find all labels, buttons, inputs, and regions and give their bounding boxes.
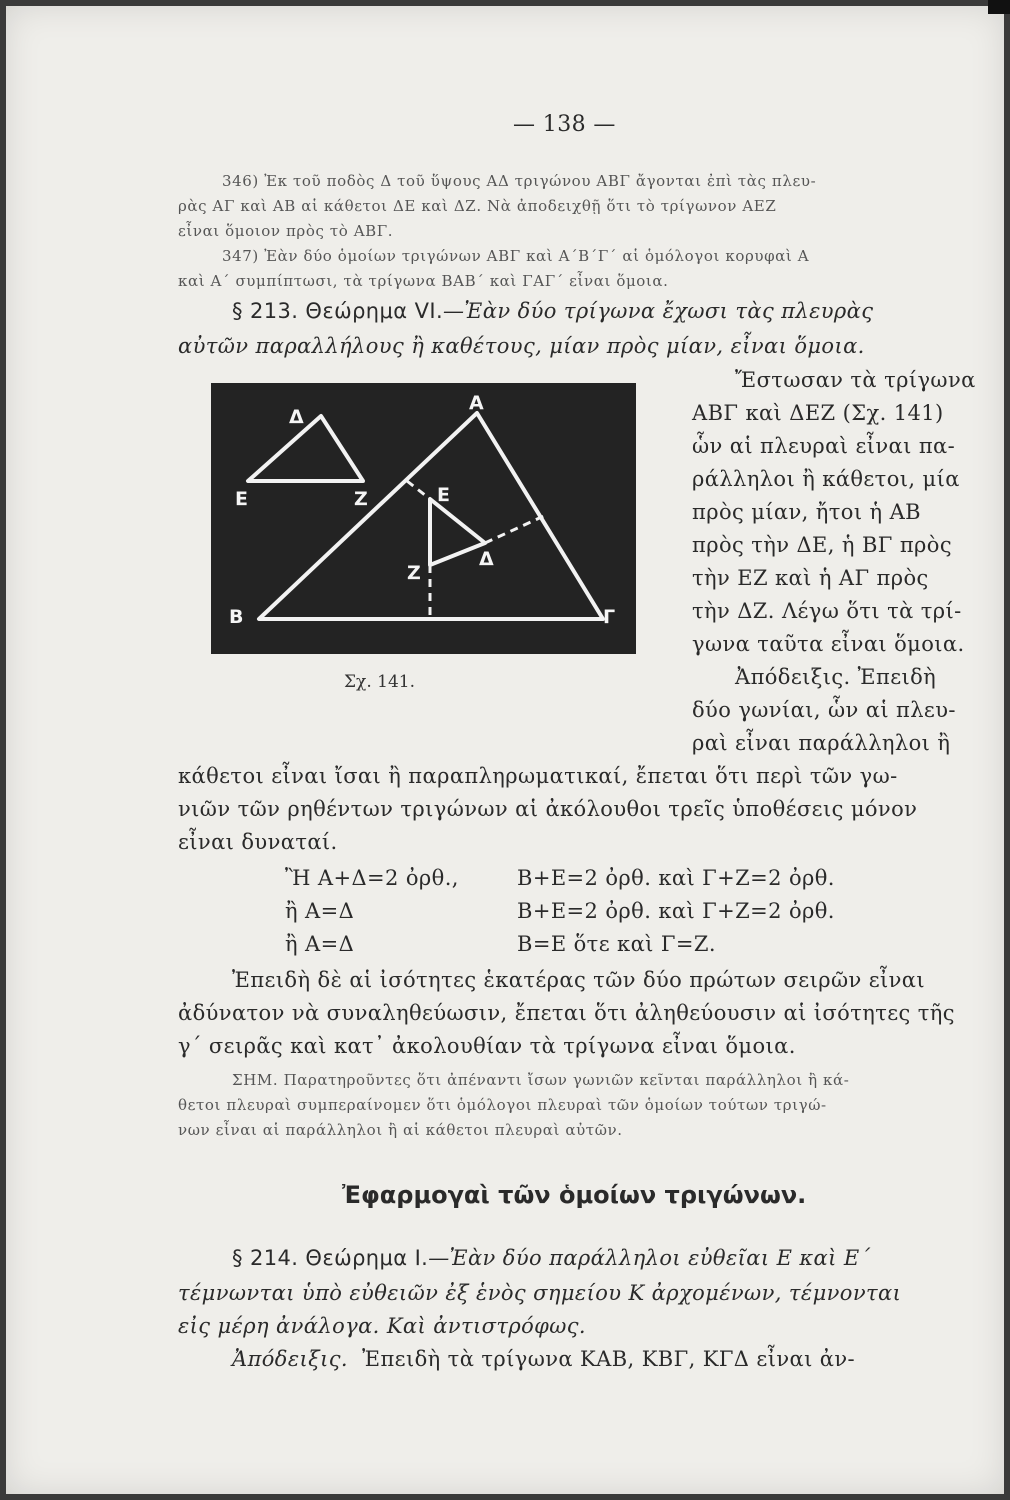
theorem-1-statement-line-2: τέμνωνται ὑπὸ εὐθειῶν ἐξ ἑνὸς σημείου Κ ἀρχομένων, τέμνονται — [178, 1281, 902, 1305]
exercise-347-line-1: 347) Ἐὰν δύο ὁμοίων τριγώνων ΑΒΓ καὶ Α΄Β΄Γ΄ αἱ ὁμόλογοι κορυφαὶ Α — [222, 247, 810, 265]
note-line: ΣΗΜ. Παρατηροῦντες ὅτι ἀπέναντι ἴσων γωνιῶν κεῖνται παράλληλοι ἢ κά- — [232, 1071, 850, 1089]
theorem-1-statement-start: —Ἐὰν δύο παράλληλοι εὐθεῖαι Ε καὶ Ε΄ — [428, 1246, 871, 1270]
theorem-6-heading: § 213. Θεώρημα VI. — [232, 299, 444, 323]
body-line: εἶναι δυναταί. — [178, 830, 338, 854]
side-text-line: ραὶ εἶναι παράλληλοι ἢ — [692, 731, 951, 755]
side-text-line: ὧν αἱ πλευραὶ εἶναι πα- — [692, 434, 956, 458]
case-2-left: ἢ Α=Δ — [285, 899, 355, 923]
label-beta: Β — [229, 606, 244, 628]
case-2-right: Β+Ε=2 ὀρθ. καὶ Γ+Ζ=2 ὀρθ. — [517, 899, 835, 923]
figure-caption: Σχ. 141. — [344, 672, 415, 692]
theorem-1-statement-line-1 — [232, 1246, 870, 1270]
side-text-line: δύο γωνίαι, ὧν αἱ πλευ- — [692, 698, 956, 722]
dashed-perpendicular-AB — [407, 481, 430, 499]
body-line: κάθετοι εἶναι ἴσαι ἢ παραπληρωματικαί, ἔπεται ὅτι περὶ τῶν γω- — [178, 764, 898, 788]
label-epsilon-small: Ε — [235, 488, 248, 510]
scan-corner-mark — [988, 0, 1010, 14]
theorem-6-statement-line-2: αὐτῶν παραλλήλους ἢ καθέτους, μίαν πρὸς μίαν, εἶναι ὅμοια. — [178, 334, 865, 358]
note-line: θετοι πλευραὶ συμπεραίνομεν ὅτι ὁμόλογοι πλευραὶ τῶν ὁμοίων τούτων τριγώ- — [178, 1096, 827, 1114]
exercise-346-line-3: εἶναι ὅμοιον πρὸς τὸ ΑΒΓ. — [178, 222, 394, 240]
exercise-346-line-1: 346) Ἐκ τοῦ ποδὸς Δ τοῦ ὕψους ΑΔ τριγώνου ΑΒΓ ἄγονται ἐπὶ τὰς πλευ- — [222, 172, 817, 190]
body-line: γ΄ σειρᾶς καὶ κατ᾽ ἀκολουθίαν τὰ τρίγωνα εἶναι ὅμοια. — [178, 1034, 796, 1058]
triangle-DEZ — [248, 416, 363, 481]
side-text-line: πρὸς μίαν, ἤτοι ἡ ΑΒ — [692, 500, 922, 524]
exercise-347-line-2: καὶ Α΄ συμπίπτωσι, τὰ τρίγωνα ΒΑΒ΄ καὶ ΓΑΓ΄ εἶναι ὅμοια. — [178, 272, 669, 290]
label-alpha: Α — [469, 392, 484, 414]
side-text-line: ράλληλοι ἢ κάθετοι, μία — [692, 467, 960, 491]
case-1-left: Ἢ Α+Δ=2 ὀρθ., — [285, 866, 459, 890]
label-zeta-inner: Ζ — [407, 562, 421, 584]
label-delta-inner: Δ — [479, 548, 494, 570]
label-gamma: Γ — [603, 606, 616, 628]
case-3-right: Β=Ε ὅτε καὶ Γ=Ζ. — [517, 932, 716, 956]
label-epsilon-inner: Ε — [437, 484, 450, 506]
case-1-right: Β+Ε=2 ὀρθ. καὶ Γ+Ζ=2 ὀρθ. — [517, 866, 835, 890]
side-text-line: Ἔστωσαν τὰ τρίγωνα — [735, 368, 976, 392]
label-zeta-small: Ζ — [354, 488, 368, 510]
theorem-1-heading: § 214. Θεώρημα Ι. — [232, 1246, 429, 1270]
theorem-6-statement-start: —Ἐὰν δύο τρίγωνα ἔχωσι τὰς πλευρὰς — [443, 299, 874, 323]
body-line: Ἐπειδὴ δὲ αἱ ἰσότητες ἑκατέρας τῶν δύο πρώτων σειρῶν εἶναι — [232, 968, 926, 992]
exercise-346-line-2: ρὰς ΑΓ καὶ ΑΒ αἱ κάθετοι ΔΕ καὶ ΔΖ. Νὰ ἀποδειχθῇ ὅτι τὸ τρίγωνον ΑΕΖ — [178, 197, 777, 215]
side-text-line: τὴν ΕΖ καὶ ἡ ΑΓ πρὸς — [692, 566, 929, 590]
body-line: ἀδύνατον νὰ συναληθεύωσιν, ἔπεται ὅτι ἀληθεύουσιν αἱ ἰσότητες τῆς — [178, 1001, 955, 1025]
side-text-line: τὴν ΔΖ. Λέγω ὅτι τὰ τρί- — [692, 599, 962, 623]
note-line: νων εἶναι αἱ παράλληλοι ἢ αἱ κάθετοι πλευραὶ αὐτῶν. — [178, 1121, 623, 1139]
page-number: — 138 — — [513, 112, 616, 137]
side-text-line: ΑΒΓ καὶ ΔΕΖ (Σχ. 141) — [692, 401, 944, 425]
dashed-perpendicular-AG — [485, 515, 546, 543]
figure-141 — [211, 383, 636, 654]
section-title: Ἐφαρμογαὶ τῶν ὁμοίων τριγώνων. — [342, 1181, 807, 1209]
side-text-line: γωνα ταῦτα εἶναι ὅμοια. — [692, 632, 965, 656]
proof-label: Ἀπόδειξις. — [232, 1347, 348, 1371]
figure-141-drawing — [211, 383, 636, 654]
label-delta-small: Δ — [289, 406, 304, 428]
theorem-1-statement-line-3: εἰς μέρη ἀνάλογα. Καὶ ἀντιστρόφως. — [178, 1314, 587, 1338]
case-3-left: ἢ Α=Δ — [285, 932, 355, 956]
proof-text: Ἐπειδὴ τὰ τρίγωνα ΚΑΒ, ΚΒΓ, ΚΓΔ εἶναι ἀν- — [362, 1347, 856, 1371]
body-line: νιῶν τῶν ρηθέντων τριγώνων αἱ ἀκόλουθοι τρεῖς ὑποθέσεις μόνον — [178, 797, 918, 821]
proof-line — [232, 1347, 855, 1371]
inner-triangle — [430, 499, 485, 565]
side-text-line: Ἀπόδειξις. Ἐπειδὴ — [735, 665, 937, 689]
theorem-6-statement-line-1 — [232, 299, 873, 323]
side-text-line: πρὸς τὴν ΔΕ, ἡ ΒΓ πρὸς — [692, 533, 953, 557]
